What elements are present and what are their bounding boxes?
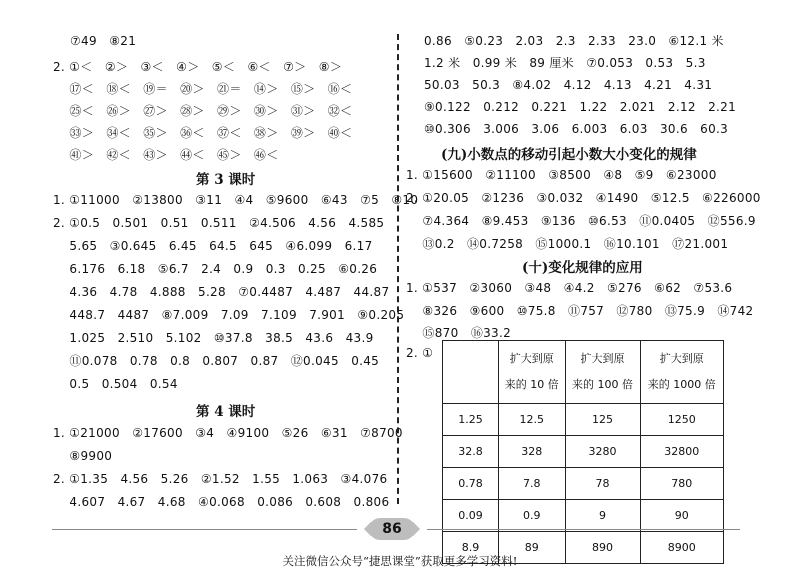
table-cell: 0.09	[443, 500, 499, 532]
s10-line-0: 1. ①537 ②3060 ③48 ④4.2 ⑤276 ⑥62 ⑦53.6	[406, 281, 733, 295]
l3-line-6: 1.025 2.510 5.102 ⑩37.8 38.5 43.6 43.9	[53, 331, 374, 345]
multiplication-table	[442, 340, 724, 564]
heading-section-10: (十)变化规律的应用	[522, 260, 643, 276]
l4-line-1: ⑧9900	[53, 449, 113, 463]
page-number: 86	[369, 518, 415, 540]
table-cell: 89	[499, 532, 566, 564]
table-cell: 32800	[640, 436, 723, 468]
table-header-cell: 扩大到原 来的 10 倍	[499, 341, 566, 404]
right-line-1: 1.2 米 0.99 米 89 厘米 ⑦0.053 0.53 5.3	[424, 56, 706, 70]
table-row	[443, 468, 724, 500]
table-cell: 32.8	[443, 436, 499, 468]
l3-line-8: 0.5 0.504 0.54	[53, 377, 178, 391]
l4-line-3: 4.607 4.67 4.68 ④0.068 0.086 0.608 0.806	[53, 495, 390, 509]
table-row	[443, 500, 724, 532]
table-cell: 8.9	[443, 532, 499, 564]
table-header-row	[443, 341, 724, 404]
s10-line-1: ⑧326 ⑨600 ⑩75.8 ⑪757 ⑫780 ⑬75.9 ⑭742	[406, 304, 754, 318]
table-cell: 8900	[640, 532, 723, 564]
table-cell: 890	[565, 532, 640, 564]
table-cell: 328	[499, 436, 566, 468]
table-cell: 3280	[565, 436, 640, 468]
right-line-3: ⑨0.122 0.212 0.221 1.22 2.021 2.12 2.21	[424, 100, 737, 114]
table-cell: 1250	[640, 404, 723, 436]
table-cell: 9	[565, 500, 640, 532]
s10-line-2: ⑮870 ⑯33.2	[406, 326, 512, 340]
right-line-2: 50.03 50.3 ⑧4.02 4.12 4.13 4.21 4.31	[424, 78, 713, 92]
l3-line-1: 2. ①0.5 0.501 0.51 0.511 ②4.506 4.56 4.585	[53, 216, 385, 230]
footer-rule-left	[52, 529, 357, 530]
l3-line-5: 448.7 4487 ⑧7.009 7.09 7.109 7.901 ⑨0.205	[53, 308, 405, 322]
l4-line-2: 2. ①1.35 4.56 5.26 ②1.52 1.55 1.063 ③4.076	[53, 472, 388, 486]
column-divider	[397, 34, 399, 504]
left-line-5: ㊶＞ ㊷＜ ㊸＞ ㊹＜ ㊺＞ ㊻＜	[53, 148, 279, 162]
heading-lesson-3: 第 3 课时	[196, 172, 256, 188]
table-cell: 780	[640, 468, 723, 500]
footer-text: 关注微信公众号“捷思课堂”获取更多学习资料!	[282, 554, 518, 568]
table-cell: 125	[565, 404, 640, 436]
left-line-1: 2. ①＜ ②＞ ③＜ ④＞ ⑤＜ ⑥＜ ⑦＞ ⑧＞	[53, 60, 343, 74]
table-label: 2. ①	[406, 346, 434, 360]
table-row	[443, 404, 724, 436]
right-line-0: 0.86 ⑤0.23 2.03 2.3 2.33 23.0 ⑥12.1 米	[424, 34, 724, 48]
s9-line-0: 1. ①15600 ②11100 ③8500 ④8 ⑤9 ⑥23000	[406, 168, 717, 182]
table-row	[443, 436, 724, 468]
s9-line-1: 2. ①20.05 ②1236 ③0.032 ④1490 ⑤12.5 ⑥226000	[406, 191, 761, 205]
table-header-cell: 扩大到原 来的 100 倍	[565, 341, 640, 404]
l3-line-2: 5.65 ③0.645 6.45 64.5 645 ④6.099 6.17	[53, 239, 373, 253]
left-line-3: ㉕＜ ㉖＞ ㉗＞ ㉘＞ ㉙＞ ㉚＞ ㉛＞ ㉜＜	[53, 104, 353, 118]
left-line-0: ⑦49 ⑧21	[70, 34, 137, 48]
l3-line-7: ⑪0.078 0.78 0.8 0.807 0.87 ⑫0.045 0.45	[53, 354, 380, 368]
table-cell: 90	[640, 500, 723, 532]
table-cell: 78	[565, 468, 640, 500]
heading-lesson-4: 第 4 课时	[196, 404, 256, 420]
table-cell: 7.8	[499, 468, 566, 500]
l3-line-0: 1. ①11000 ②13800 ③11 ④4 ⑤9600 ⑥43 ⑦5 ⑧10	[53, 193, 419, 207]
table-header-cell: 扩大到原 来的 1000 倍	[640, 341, 723, 404]
table-cell: 12.5	[499, 404, 566, 436]
l4-line-0: 1. ①21000 ②17600 ③4 ④9100 ⑤26 ⑥31 ⑦8700	[53, 426, 403, 440]
table-header-cell	[443, 341, 499, 404]
heading-section-9: (九)小数点的移动引起小数大小变化的规律	[441, 147, 697, 163]
table-cell: 0.9	[499, 500, 566, 532]
left-line-4: ㉝＞ ㉞＜ ㉟＞ ㊱＜ ㊲＜ ㊳＞ ㊴＞ ㊵＜	[53, 126, 353, 140]
footer-rule-right	[427, 529, 740, 530]
table-cell: 1.25	[443, 404, 499, 436]
s9-line-3: ⑬0.2 ⑭0.7258 ⑮1000.1 ⑯10.101 ⑰21.001	[406, 237, 729, 251]
table-cell: 0.78	[443, 468, 499, 500]
s9-line-2: ⑦4.364 ⑧9.453 ⑨136 ⑩6.53 ⑪0.0405 ⑫556.9	[406, 214, 756, 228]
l3-line-3: 6.176 6.18 ⑤6.7 2.4 0.9 0.3 0.25 ⑥0.26	[53, 262, 378, 276]
left-line-2: ⑰＜ ⑱＜ ⑲＝ ⑳＞ ㉑＝ ⑭＞ ⑮＞ ⑯＜	[53, 82, 353, 96]
right-line-4: ⑩0.306 3.006 3.06 6.003 6.03 30.6 60.3	[424, 122, 729, 136]
l3-line-4: 4.36 4.78 4.888 5.28 ⑦0.4487 4.487 44.87	[53, 285, 390, 299]
